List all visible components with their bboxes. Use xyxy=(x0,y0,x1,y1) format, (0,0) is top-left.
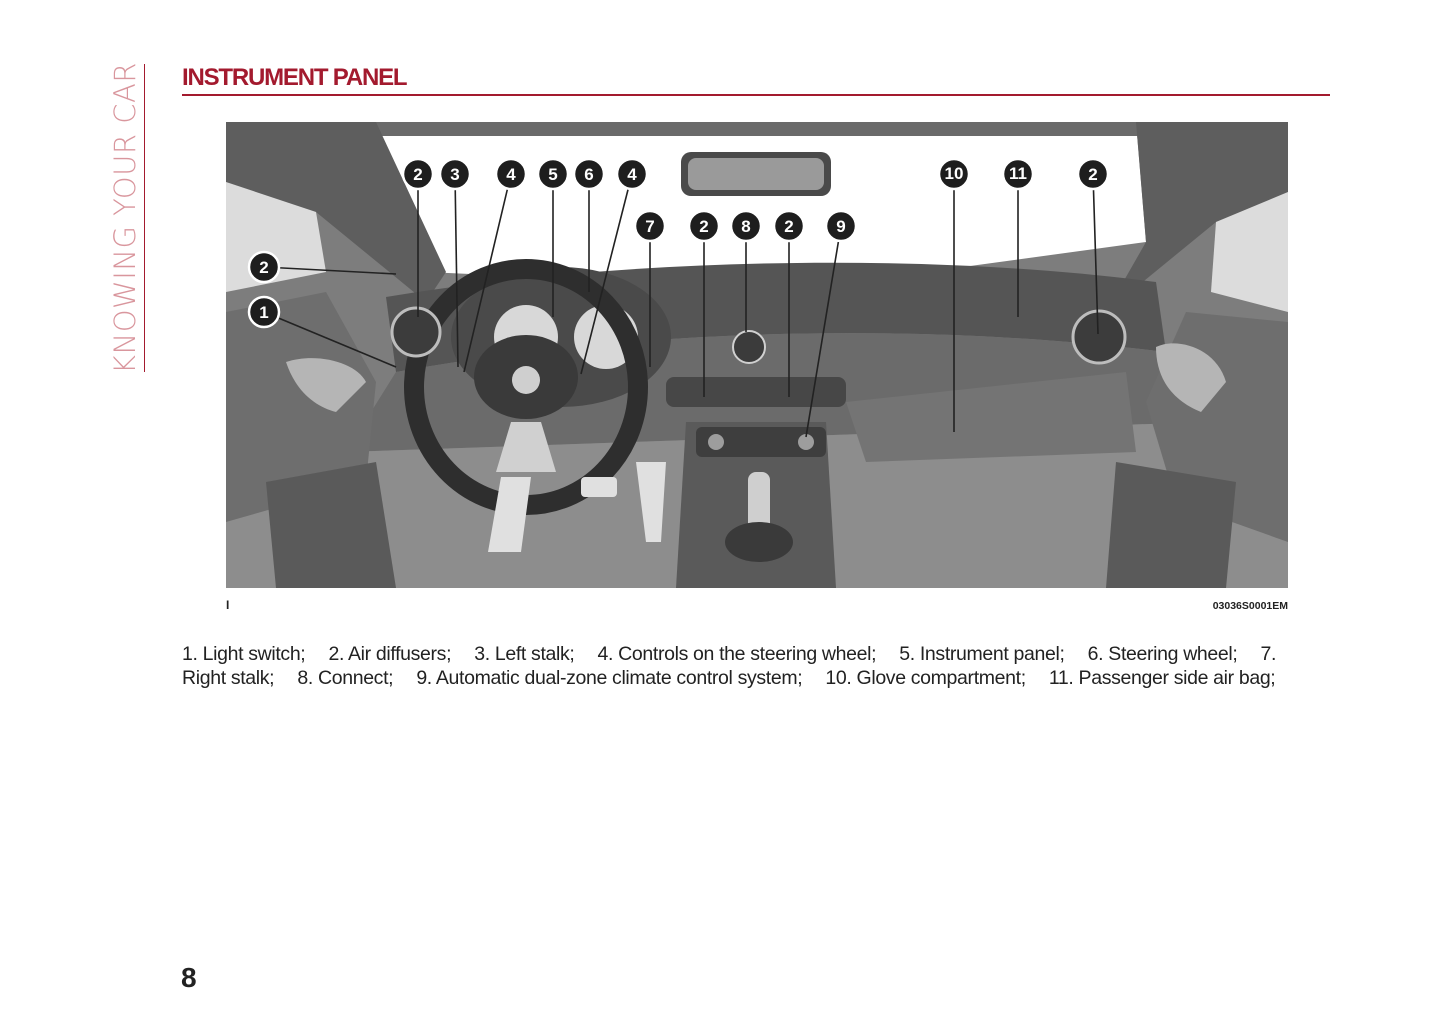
callout-4-right xyxy=(617,159,647,189)
svg-text:9: 9 xyxy=(836,217,846,236)
svg-text:2: 2 xyxy=(1088,165,1098,184)
figure-marker: I xyxy=(226,598,230,612)
svg-text:2: 2 xyxy=(413,165,423,184)
svg-text:10: 10 xyxy=(944,164,964,183)
callout-9 xyxy=(826,211,856,241)
legend-item: 11. Passenger side air bag; xyxy=(1048,667,1276,689)
figure-legend xyxy=(182,642,1312,690)
legend-item: 8. Connect; xyxy=(297,667,394,689)
callout-2-vent xyxy=(403,159,433,189)
svg-text:2: 2 xyxy=(699,217,709,236)
callout-2-center-right xyxy=(774,211,804,241)
legend-item: 5. Instrument panel; xyxy=(899,643,1065,665)
callout-1 xyxy=(249,297,279,327)
side-tab-label: KNOWING YOUR CAR xyxy=(108,62,142,374)
legend-item: 4. Controls on the steering wheel; xyxy=(597,643,877,665)
callout-11 xyxy=(1003,159,1033,189)
callout-5 xyxy=(538,159,568,189)
svg-text:11: 11 xyxy=(1009,164,1027,183)
svg-text:4: 4 xyxy=(506,165,516,184)
legend-item: 10. Glove compartment; xyxy=(825,667,1026,689)
legend-item: 7. Right stalk; xyxy=(182,643,1277,689)
legend-item: 3. Left stalk; xyxy=(474,643,575,665)
svg-text:1: 1 xyxy=(259,303,269,322)
legend-item: 9. Automatic dual-zone climate control system; xyxy=(416,667,803,689)
side-tab xyxy=(104,64,145,372)
callout-10 xyxy=(939,159,969,189)
callout-2-left xyxy=(249,252,279,282)
figure-code: 03036S0001EM xyxy=(1212,600,1288,612)
callout-2-right xyxy=(1078,159,1108,189)
svg-text:3: 3 xyxy=(450,165,460,184)
dashboard-illustration xyxy=(226,122,1288,588)
callout-6 xyxy=(574,159,604,189)
svg-text:7: 7 xyxy=(645,217,655,236)
title-rule xyxy=(182,94,1330,96)
legend-item: 1. Light switch; xyxy=(182,643,306,665)
svg-text:2: 2 xyxy=(259,258,269,277)
svg-text:2: 2 xyxy=(784,217,794,236)
legend-item: 6. Steering wheel; xyxy=(1087,643,1238,665)
section-title: INSTRUMENT PANEL xyxy=(182,64,407,91)
callout-2-center-left xyxy=(689,211,719,241)
callout-3 xyxy=(440,159,470,189)
callout-4-left xyxy=(496,159,526,189)
callout-7 xyxy=(635,211,665,241)
legend-item: 2. Air diffusers; xyxy=(328,643,452,665)
svg-text:6: 6 xyxy=(584,165,594,184)
page-number: 8 xyxy=(181,962,197,993)
svg-text:4: 4 xyxy=(627,165,637,184)
callout-8 xyxy=(731,211,761,241)
svg-text:8: 8 xyxy=(741,217,751,236)
svg-text:5: 5 xyxy=(548,165,558,184)
instrument-panel-figure xyxy=(226,122,1288,588)
